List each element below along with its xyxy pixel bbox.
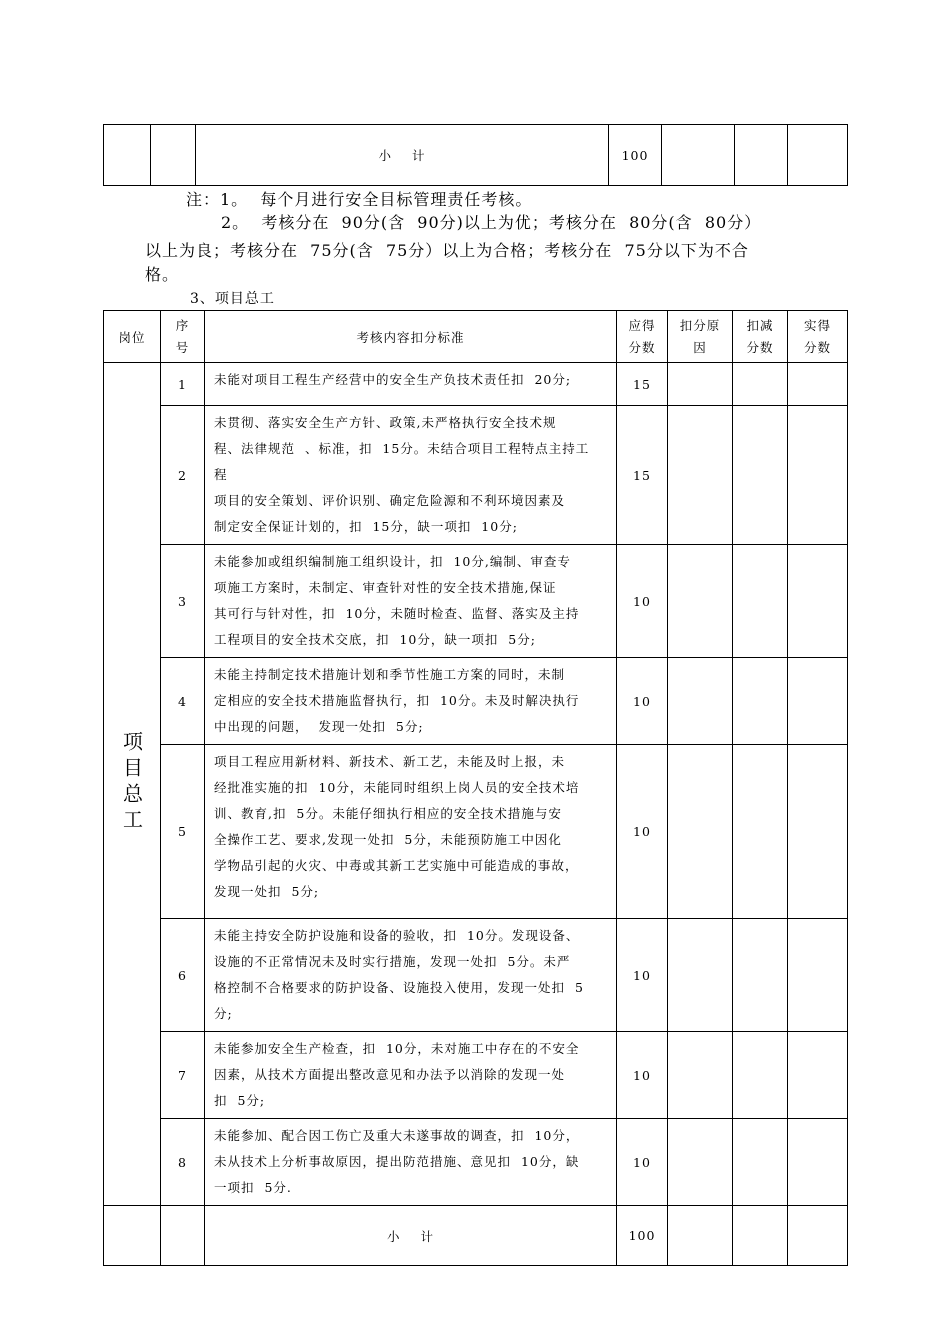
- score-cell: 10: [617, 658, 668, 745]
- criteria-line: 未能参加或组织编制施工组织设计，扣 10分,编制、审查专: [214, 554, 571, 569]
- empty-cell: [104, 125, 151, 186]
- empty-cell: [733, 1119, 788, 1206]
- criteria-line: 训、教育,扣 5分。未能仔细执行相应的安全技术措施与安: [214, 806, 562, 821]
- empty-cell: [668, 745, 733, 919]
- criteria-line: 其可行与针对性，扣 10分，未随时检查、监督、落实及主持: [214, 606, 580, 621]
- header-row: [104, 311, 848, 363]
- subtotal-score: 100: [617, 1206, 668, 1266]
- previous-table-subtotal: [103, 124, 848, 186]
- criteria-line: 设施的不正常情况未及时实行措施，发现一处扣 5分。未严: [214, 954, 571, 969]
- score-cell: 15: [617, 406, 668, 545]
- criteria-line: 程、法律规范 、标准，扣 15分。未结合项目工程特点主持工: [214, 441, 590, 456]
- criteria-line: 扣 5分;: [214, 1093, 266, 1108]
- criteria-cell: [205, 745, 617, 919]
- criteria-line: 未能参加安全生产检查，扣 10分，未对施工中存在的不安全: [214, 1041, 580, 1056]
- header-actual: [788, 311, 848, 363]
- seq-cell: 1: [161, 363, 205, 406]
- score-cell: 10: [617, 545, 668, 658]
- empty-cell: [733, 1032, 788, 1119]
- header-reason: [668, 311, 733, 363]
- empty-cell: [161, 1206, 205, 1266]
- criteria-line: 全操作工艺、要求,发现一处扣 5分，未能预防施工中因化: [214, 832, 562, 847]
- table-row: [104, 658, 848, 745]
- note-line-2a: 2。 考核分在 90分(含 90分)以上为优；考核分在 80分(含 80分）: [221, 213, 762, 232]
- criteria-line: 制定安全保证计划的，扣 15分，缺一项扣 10分;: [214, 519, 518, 534]
- subtotal-row: [104, 125, 848, 186]
- header-deduct-line2: 分数: [746, 339, 774, 355]
- header-seq-line1: 序: [175, 317, 190, 333]
- criteria-line: 程: [214, 467, 228, 482]
- empty-cell: [735, 125, 788, 186]
- table-row: [104, 745, 848, 919]
- empty-cell: [662, 125, 735, 186]
- score-cell: 15: [617, 363, 668, 406]
- position-cell: [104, 363, 161, 1206]
- empty-cell: [668, 919, 733, 1032]
- empty-cell: [733, 363, 788, 406]
- criteria-line: 项目工程应用新材料、新技术、新工艺，未能及时上报，未: [214, 754, 566, 769]
- note-line-2c: 格。: [145, 265, 180, 284]
- empty-cell: [104, 1206, 161, 1266]
- empty-cell: [668, 1032, 733, 1119]
- table-row: [104, 1032, 848, 1119]
- empty-cell: [788, 406, 848, 545]
- subtotal-score: 100: [609, 125, 662, 186]
- criteria-line: 学物品引起的火灾、中毒或其新工艺实施中可能造成的事故，: [214, 858, 579, 873]
- empty-cell: [788, 745, 848, 919]
- empty-cell: [788, 1032, 848, 1119]
- criteria-line: 经批准实施的扣 10分，未能同时组织上岗人员的安全技术培: [214, 780, 580, 795]
- table-row: [104, 545, 848, 658]
- seq-cell: 6: [161, 919, 205, 1032]
- criteria-cell: [205, 1032, 617, 1119]
- empty-cell: [788, 1119, 848, 1206]
- header-criteria: 考核内容扣分标准: [205, 311, 617, 363]
- empty-cell: [668, 406, 733, 545]
- criteria-line: 未贯彻、落实安全生产方针、政策,未严格执行安全技术规: [214, 415, 557, 430]
- empty-cell: [788, 1206, 848, 1266]
- header-position: 岗位: [104, 311, 161, 363]
- criteria-cell: [205, 919, 617, 1032]
- header-deduct: [733, 311, 788, 363]
- empty-cell: [788, 363, 848, 406]
- empty-cell: [668, 658, 733, 745]
- empty-cell: [668, 363, 733, 406]
- header-deduct-line1: 扣减: [746, 317, 774, 333]
- position-name: 项目总工: [119, 730, 144, 835]
- empty-cell: [788, 919, 848, 1032]
- section-title: 3、项目总工: [190, 291, 275, 307]
- empty-cell: [733, 658, 788, 745]
- header-actual-line2: 分数: [803, 339, 831, 355]
- criteria-line: 发现一处扣 5分;: [214, 884, 320, 899]
- note-line-2b: 以上为良；考核分在 75分(含 75分）以上为合格；考核分在 75分以下为不合: [145, 241, 749, 260]
- criteria-line: 未能主持安全防护设施和设备的验收，扣 10分。发现设备、: [214, 928, 580, 943]
- criteria-line: 因素，从技术方面提出整改意见和办法予以消除的发现一处: [214, 1067, 566, 1082]
- criteria-line: 项施工方案时，未制定、审查针对性的安全技术措施,保证: [214, 580, 557, 595]
- header-reason-line2: 因: [693, 339, 707, 355]
- subtotal-label: 小 计: [196, 125, 609, 186]
- empty-cell: [151, 125, 196, 186]
- empty-cell: [788, 545, 848, 658]
- score-cell: 10: [617, 745, 668, 919]
- header-seq: [161, 311, 205, 363]
- criteria-line: 格控制不合格要求的防护设备、设施投入使用，发现一处扣 5: [214, 980, 584, 995]
- seq-cell: 8: [161, 1119, 205, 1206]
- criteria-line: 一项扣 5分.: [214, 1180, 292, 1195]
- header-reason-line1: 扣分原: [679, 317, 721, 333]
- score-cell: 10: [617, 1032, 668, 1119]
- criteria-line: 中出现的问题， 发现一处扣 5分;: [214, 719, 424, 734]
- score-cell: 10: [617, 1119, 668, 1206]
- criteria-cell: [205, 363, 617, 406]
- criteria-line: 定相应的安全技术措施监督执行，扣 10分。未及时解决执行: [214, 693, 580, 708]
- header-should-line1: 应得: [628, 317, 656, 333]
- note-line-1: 注：1。 每个月进行安全目标管理责任考核。: [186, 190, 533, 209]
- empty-cell: [733, 919, 788, 1032]
- criteria-cell: [205, 545, 617, 658]
- criteria-cell: [205, 658, 617, 745]
- empty-cell: [733, 406, 788, 545]
- score-cell: 10: [617, 919, 668, 1032]
- header-should-score: [617, 311, 668, 363]
- criteria-line: 未从技术上分析事故原因，提出防范措施、意见扣 10分，缺: [214, 1154, 580, 1169]
- criteria-cell: [205, 406, 617, 545]
- empty-cell: [668, 1206, 733, 1266]
- seq-cell: 4: [161, 658, 205, 745]
- seq-cell: 5: [161, 745, 205, 919]
- seq-cell: 2: [161, 406, 205, 545]
- criteria-line: 项目的安全策划、评价识别、确定危险源和不利环境因素及: [214, 493, 566, 508]
- criteria-line: 未能主持制定技术措施计划和季节性施工方案的同时，未制: [214, 667, 566, 682]
- subtotal-row: [104, 1206, 848, 1266]
- table-row: [104, 919, 848, 1032]
- header-actual-line1: 实得: [803, 317, 831, 333]
- subtotal-label: 小 计: [205, 1206, 617, 1266]
- criteria-line: 未能参加、配合因工伤亡及重大未遂事故的调查，扣 10分，: [214, 1128, 580, 1143]
- empty-cell: [788, 125, 848, 186]
- criteria-line: 工程项目的安全技术交底，扣 10分，缺一项扣 5分;: [214, 632, 536, 647]
- empty-cell: [733, 545, 788, 658]
- header-seq-line2: 号: [175, 339, 190, 355]
- seq-cell: 3: [161, 545, 205, 658]
- criteria-cell: [205, 1119, 617, 1206]
- empty-cell: [668, 1119, 733, 1206]
- empty-cell: [733, 745, 788, 919]
- empty-cell: [788, 658, 848, 745]
- empty-cell: [668, 545, 733, 658]
- table-row: [104, 1119, 848, 1206]
- empty-cell: [733, 1206, 788, 1266]
- criteria-line: 未能对项目工程生产经营中的安全生产负技术责任扣 20分;: [214, 372, 572, 387]
- table-row: [104, 406, 848, 545]
- table-row: [104, 363, 848, 406]
- seq-cell: 7: [161, 1032, 205, 1119]
- criteria-line: 分;: [214, 1006, 233, 1021]
- assessment-table: [103, 310, 848, 1266]
- header-should-line2: 分数: [628, 339, 656, 355]
